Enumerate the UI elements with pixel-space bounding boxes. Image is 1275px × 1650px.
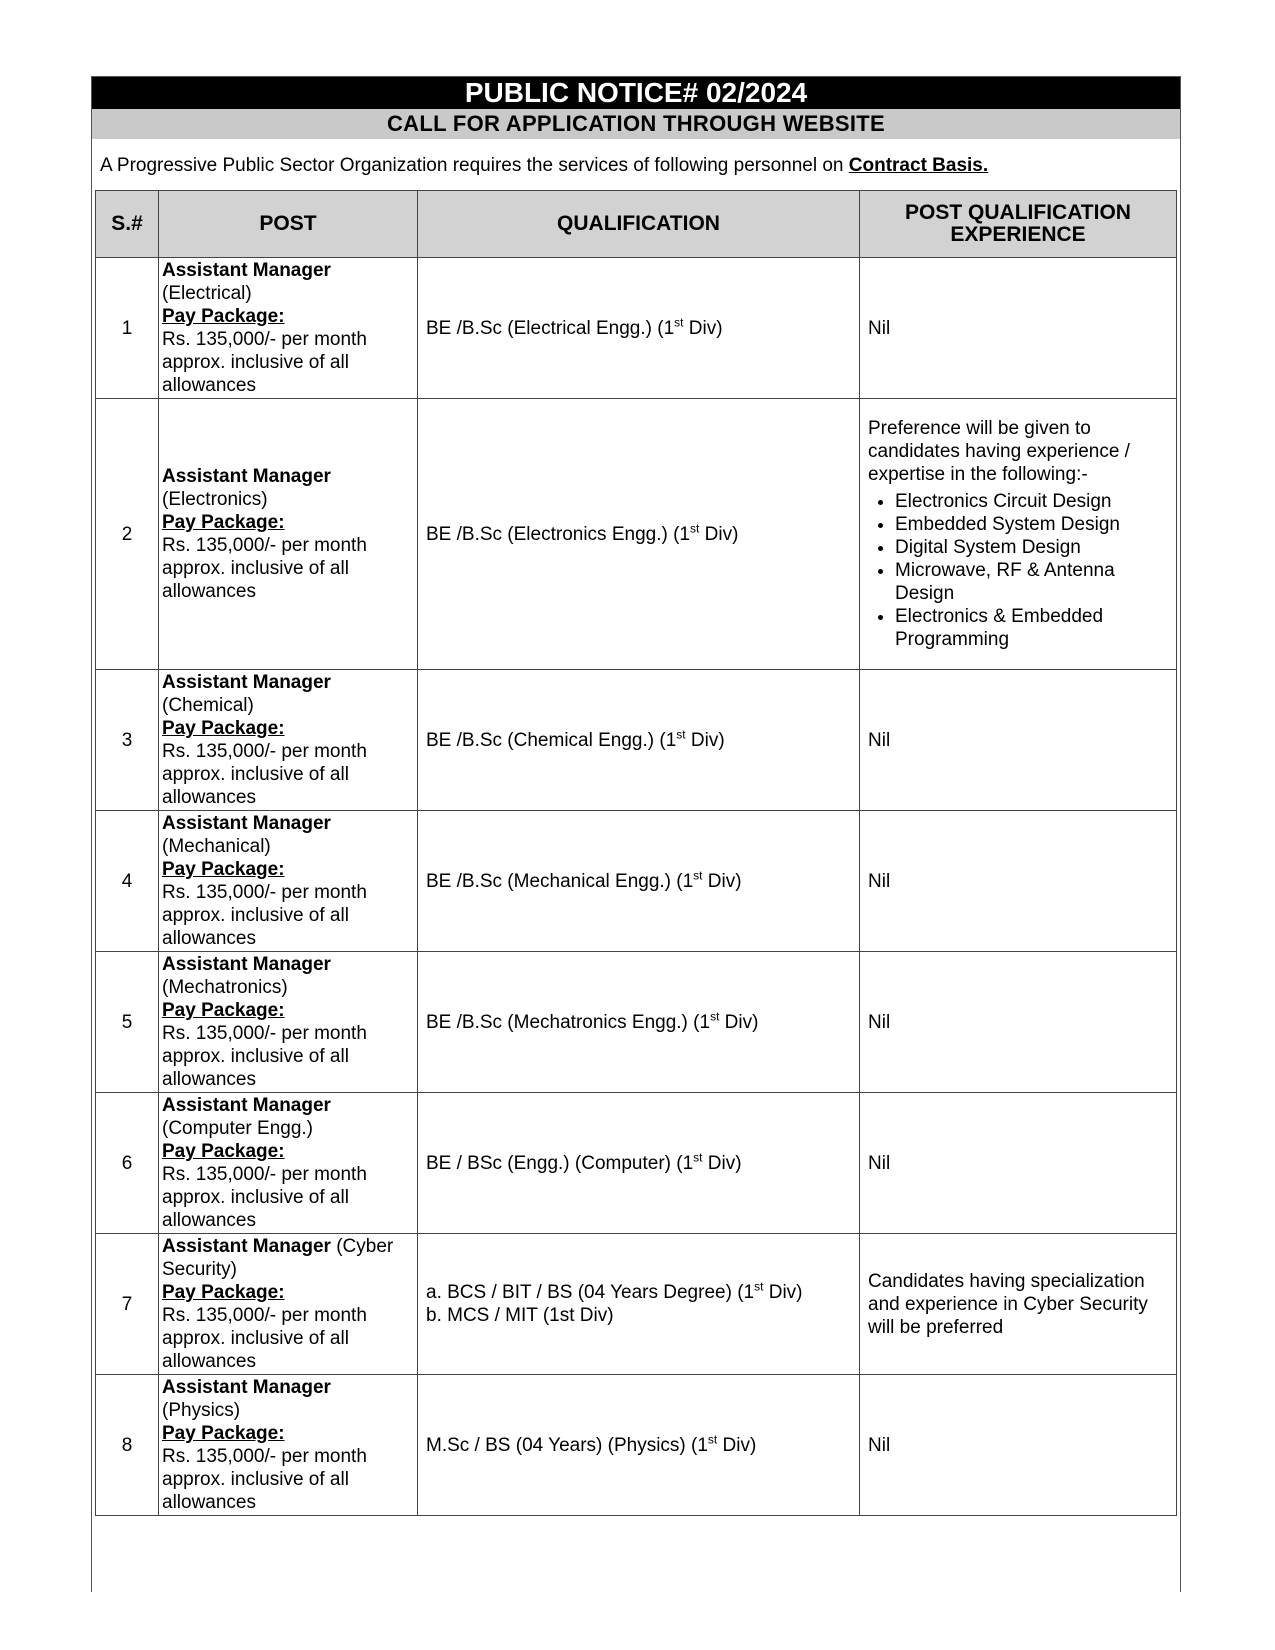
row-sn: 5 — [96, 952, 159, 1093]
header-sn: S.# — [96, 191, 159, 258]
qualification-text: BE / BSc (Engg.) (Computer) (1 — [426, 1152, 694, 1174]
pay-amount: Rs. 135,000/- per month — [162, 1164, 367, 1185]
row-post — [159, 670, 418, 811]
pay-note-end: allowances — [162, 1351, 256, 1372]
pay-amount: Rs. 135,000/- per month — [162, 329, 367, 350]
header-experience-line2: EXPERIENCE — [950, 223, 1086, 246]
qualification-text: BE /B.Sc (Mechatronics Engg.) (1 — [426, 1011, 711, 1033]
qualification-end: Div) — [685, 729, 725, 751]
row-experience: Nil — [860, 670, 1177, 811]
pay-package-label: Pay Package: — [162, 306, 285, 327]
qualification-sup: st — [693, 1150, 703, 1165]
qualification-end: Div) — [717, 1434, 757, 1456]
row-post — [159, 399, 418, 670]
row-qualification — [418, 670, 860, 811]
pay-note-end: allowances — [162, 581, 256, 602]
qualification-sup: st — [676, 727, 686, 742]
pay-amount: Rs. 135,000/- per month — [162, 882, 367, 903]
row-qualification — [418, 1093, 860, 1234]
list-item: • Embedded System Design — [895, 513, 1172, 536]
pay-amount: Rs. 135,000/- per month — [162, 741, 367, 762]
post-discipline: (Mechatronics) — [162, 977, 288, 998]
pay-package-label: Pay Package: — [162, 1000, 285, 1021]
list-item: • Microwave, RF & Antenna Design — [895, 559, 1172, 605]
post-title: Assistant Manager — [162, 672, 331, 693]
table-row — [96, 258, 1177, 399]
pay-amount: Rs. 135,000/- per month — [162, 1023, 367, 1044]
table-row — [96, 1234, 1177, 1375]
qualification-alt: b. MCS / MIT (1st Div) — [426, 1305, 614, 1326]
row-post — [159, 1093, 418, 1234]
qualification-text: BE /B.Sc (Electronics Engg.) (1 — [426, 523, 690, 545]
qualification-sup: st — [674, 315, 684, 330]
table-row — [96, 670, 1177, 811]
pay-note: approx. inclusive of all — [162, 1046, 349, 1067]
row-experience: Nil — [860, 952, 1177, 1093]
table-row — [96, 811, 1177, 952]
row-qualification — [418, 399, 860, 670]
row-sn: 4 — [96, 811, 159, 952]
table-row — [96, 1093, 1177, 1234]
post-discipline: (Computer Engg.) — [162, 1118, 314, 1139]
post-discipline: (Physics) — [162, 1400, 241, 1421]
pay-amount: Rs. 135,000/- per month — [162, 1446, 367, 1467]
table-row — [96, 1375, 1177, 1516]
qualification-text: BE /B.Sc (Electrical Engg.) (1 — [426, 317, 675, 339]
row-qualification — [418, 1234, 860, 1375]
pay-note-end: allowances — [162, 928, 256, 949]
row-qualification — [418, 258, 860, 399]
row-post — [159, 1375, 418, 1516]
row-post — [159, 952, 418, 1093]
row-post — [159, 258, 418, 399]
pay-note: approx. inclusive of all — [162, 1187, 349, 1208]
pay-note: approx. inclusive of all — [162, 1469, 349, 1490]
pay-package-label: Pay Package: — [162, 1282, 285, 1303]
pay-package-label: Pay Package: — [162, 859, 285, 880]
notice-title: PUBLIC NOTICE# 02/2024 — [92, 77, 1180, 109]
pay-package-label: Pay Package: — [162, 1423, 285, 1444]
qualification-sup: st — [690, 521, 700, 536]
row-experience: Candidates having specialization and experience in Cyber Security will be preferred — [860, 1234, 1177, 1375]
post-title: Assistant Manager — [162, 260, 331, 281]
row-sn: 6 — [96, 1093, 159, 1234]
row-sn: 2 — [96, 399, 159, 670]
row-experience — [860, 399, 1177, 670]
table-row — [96, 952, 1177, 1093]
row-sn: 7 — [96, 1234, 159, 1375]
post-discipline: (Chemical) — [162, 695, 254, 716]
header-qualification: QUALIFICATION — [418, 191, 860, 258]
post-title: Assistant Manager — [162, 1377, 331, 1398]
row-experience: Nil — [860, 1375, 1177, 1516]
qualification-end: Div) — [702, 1152, 742, 1174]
qualification-end: Div) — [699, 523, 739, 545]
header-experience — [860, 191, 1177, 258]
qualification-sup: st — [693, 868, 703, 883]
intro-text: A Progressive Public Sector Organization requires the services of following personnel on — [100, 155, 849, 176]
row-post — [159, 1234, 418, 1375]
post-discipline: (Electronics) — [162, 489, 268, 510]
header-post: POST — [159, 191, 418, 258]
post-title: Assistant Manager — [162, 954, 331, 975]
qualification-end: Div) — [719, 1011, 759, 1033]
pay-note-end: allowances — [162, 1069, 256, 1090]
post-title: Assistant Manager — [162, 1236, 331, 1257]
post-title: Assistant Manager — [162, 466, 331, 487]
qualification-text: a. BCS / BIT / BS (04 Years Degree) (1 — [426, 1282, 755, 1303]
row-experience: Nil — [860, 811, 1177, 952]
qualification-end: Div) — [702, 870, 742, 892]
row-experience: Nil — [860, 1093, 1177, 1234]
pay-note: approx. inclusive of all — [162, 352, 349, 373]
row-sn: 8 — [96, 1375, 159, 1516]
pay-note-end: allowances — [162, 1210, 256, 1231]
experience-intro: Preference will be given to candidates having experience / expertise in the following:- — [868, 418, 1130, 485]
pay-note-end: allowances — [162, 1492, 256, 1513]
qualification-sup: st — [754, 1279, 764, 1294]
pay-note-end: allowances — [162, 787, 256, 808]
qualification-end: Div) — [683, 317, 723, 339]
row-post — [159, 811, 418, 952]
notice-subtitle: CALL FOR APPLICATION THROUGH WEBSITE — [92, 109, 1180, 139]
post-title: Assistant Manager — [162, 813, 331, 834]
header-experience-line1: POST QUALIFICATION — [905, 201, 1131, 224]
qualification-end: Div) — [763, 1282, 803, 1303]
pay-package-label: Pay Package: — [162, 1141, 285, 1162]
pay-note: approx. inclusive of all — [162, 558, 349, 579]
preference-list — [868, 490, 1172, 651]
row-qualification — [418, 1375, 860, 1516]
positions-table — [95, 190, 1177, 1516]
pay-note: approx. inclusive of all — [162, 764, 349, 785]
row-sn: 1 — [96, 258, 159, 399]
intro-emphasis: Contract Basis. — [848, 155, 989, 176]
post-title: Assistant Manager — [162, 1095, 331, 1116]
qualification-sup: st — [710, 1009, 720, 1024]
row-qualification — [418, 811, 860, 952]
row-sn: 3 — [96, 670, 159, 811]
table-row — [96, 399, 1177, 670]
post-discipline: (Electrical) — [162, 283, 252, 304]
qualification-text: BE /B.Sc (Mechanical Engg.) (1 — [426, 870, 694, 892]
pay-package-label: Pay Package: — [162, 718, 285, 739]
pay-amount: Rs. 135,000/- per month — [162, 1305, 367, 1326]
row-experience: Nil — [860, 258, 1177, 399]
post-discipline: (Mechanical) — [162, 836, 271, 857]
pay-note: approx. inclusive of all — [162, 1328, 349, 1349]
list-item: • Electronics Circuit Design — [895, 490, 1172, 513]
row-qualification — [418, 952, 860, 1093]
pay-note-end: allowances — [162, 375, 256, 396]
qualification-sup: st — [707, 1432, 718, 1447]
pay-note: approx. inclusive of all — [162, 905, 349, 926]
table-header-row — [96, 191, 1177, 258]
list-item: • Digital System Design — [895, 536, 1172, 559]
qualification-text: BE /B.Sc (Chemical Engg.) (1 — [426, 729, 677, 751]
qualification-text: M.Sc / BS (04 Years) (Physics) (1 — [426, 1434, 708, 1456]
pay-amount: Rs. 135,000/- per month — [162, 535, 367, 556]
list-item: • Electronics & Embedded Programming — [895, 605, 1172, 651]
post-discipline: (Cyber Security) — [162, 1236, 394, 1280]
notice-frame — [91, 76, 1181, 1592]
pay-package-label: Pay Package: — [162, 512, 285, 533]
intro-paragraph — [92, 139, 1180, 187]
